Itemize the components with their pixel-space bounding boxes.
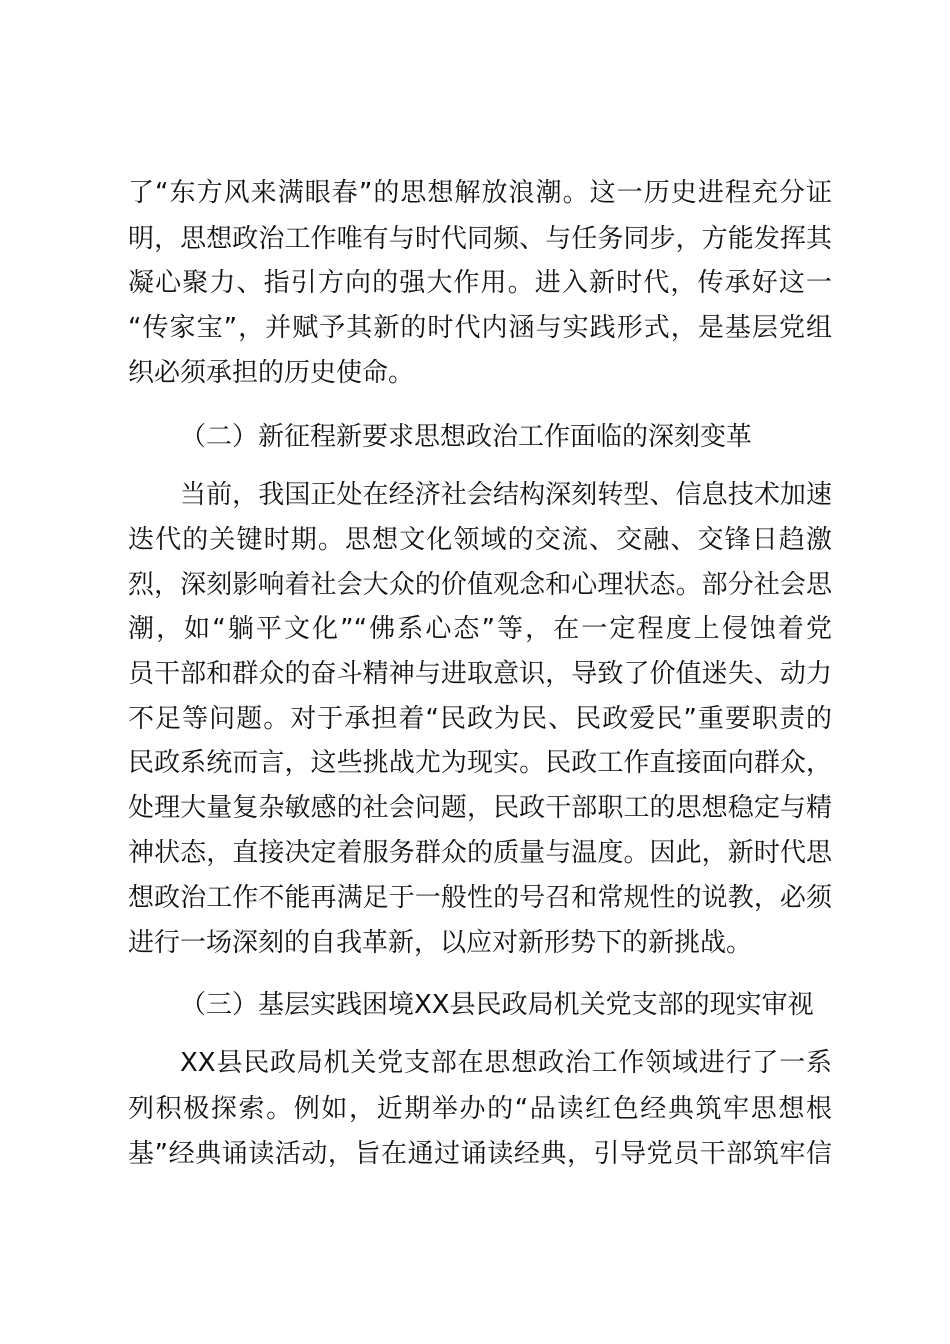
text-line: 列积极探索。例如，近期举办的“品读红色经典筑牢思想根: [128, 1094, 832, 1124]
text-line: 迭代的关键时期。思想文化领域的交流、交融、交锋日趋激: [128, 525, 832, 555]
text-line: 织必须承担的历史使命。: [128, 358, 415, 388]
text-line: 处理大量复杂敏感的社会问题，民政干部职工的思想稳定与精: [128, 793, 832, 823]
text-line: 神状态，直接决定着服务群众的质量与温度。因此，新时代思: [128, 838, 832, 868]
text-line: 烈，深刻影响着社会大众的价值观念和心理状态。部分社会思: [128, 570, 832, 600]
text-line: 民政系统而言，这些挑战尤为现实。民政工作直接面向群众，: [128, 748, 832, 778]
text-line: 了“东方风来满眼春”的思想解放浪潮。这一历史进程充分证: [128, 178, 832, 208]
text-line: 当前，我国正处在经济社会结构深刻转型、信息技术加速: [180, 480, 832, 510]
text-line: 潮，如“躺平文化”“佛系心态”等，在一定程度上侵蚀着党: [128, 614, 832, 644]
section-heading-3: （三）基层实践困境XX县民政局机关党支部的现实审视: [180, 990, 814, 1020]
text-line: 员干部和群众的奋斗精神与进取意识，导致了价值迷失、动力: [128, 659, 832, 689]
text-line: 进行一场深刻的自我革新，以应对新形势下的新挑战。: [128, 928, 753, 958]
text-line: XX县民政局机关党支部在思想政治工作领域进行了一系: [180, 1048, 832, 1078]
text-line: 基”经典诵读活动，旨在通过诵读经典，引导党员干部筑牢信: [128, 1139, 832, 1169]
text-line: 想政治工作不能再满足于一般性的号召和常规性的说教，必须: [128, 883, 832, 913]
text-line: “传家宝”，并赋予其新的时代内涵与实践形式，是基层党组: [128, 313, 832, 343]
text-line: 凝心聚力、指引方向的强大作用。进入新时代，传承好这一: [128, 268, 832, 298]
section-heading-2: （二）新征程新要求思想政治工作面临的深刻变革: [180, 422, 753, 452]
text-line: 明，思想政治工作唯有与时代同频、与任务同步，方能发挥其: [128, 224, 832, 254]
text-line: 不足等问题。对于承担着“民政为民、民政爱民”重要职责的: [128, 704, 832, 734]
